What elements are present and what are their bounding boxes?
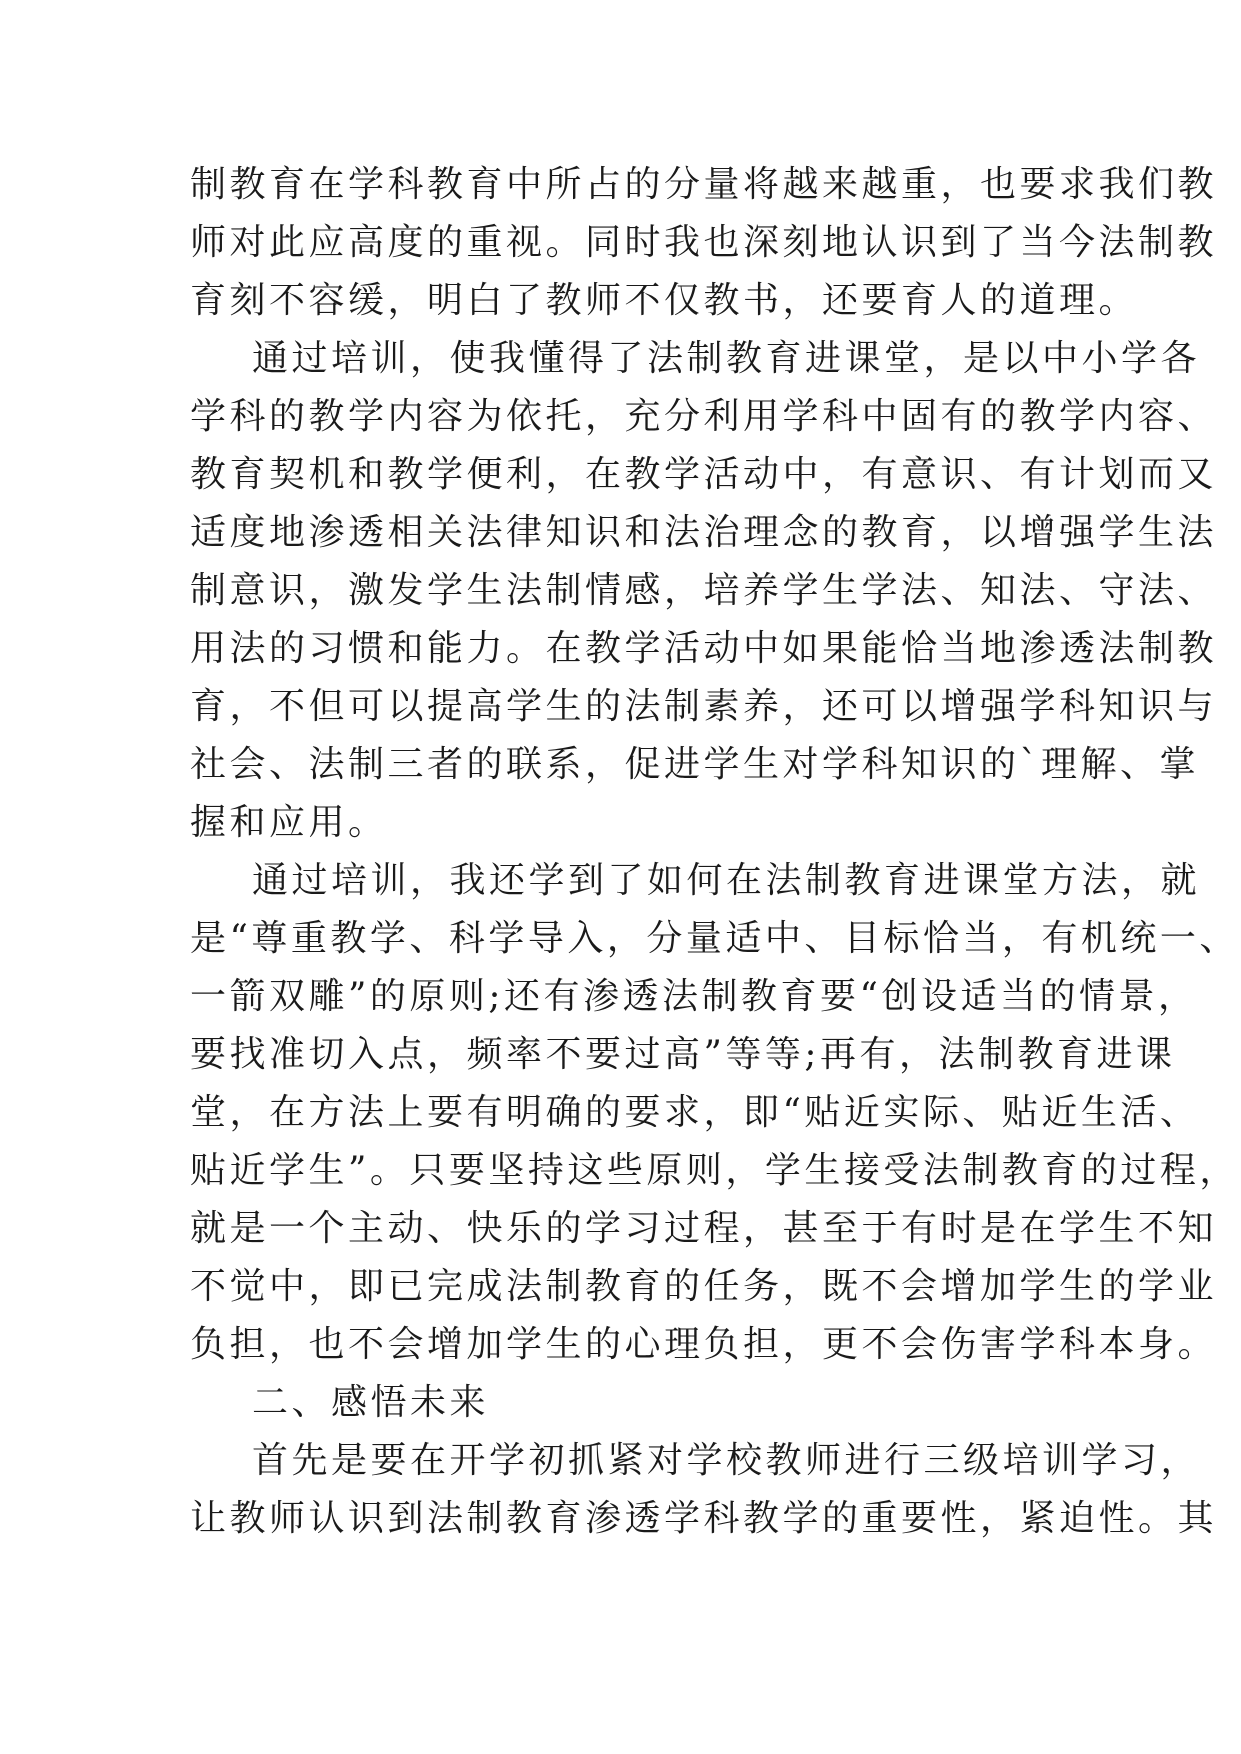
text-line: 负担，也不会增加学生的心理负担，更不会伤害学科本身。 [190,1324,1218,1365]
text-line: 贴近学生”。只要坚持这些原则，学生接受法制教育的过程， [190,1150,1239,1191]
text-line: 育刻不容缓，明白了教师不仅教书，还要育人的道理。 [190,280,1139,321]
text-line: 握和应用。 [190,802,388,843]
paragraph-start-line: 通过培训，我还学到了如何在法制教育进课堂方法，就 [252,860,1201,901]
text-line: 育，不但可以提高学生的法制素养，还可以增强学科知识与 [190,686,1218,727]
text-line: 学科的教学内容为依托，充分利用学科中固有的教学内容、 [190,396,1218,437]
text-line: 就是一个主动、快乐的学习过程，甚至于有时是在学生不知 [190,1208,1218,1249]
text-line: 适度地渗透相关法律知识和法治理念的教育，以增强学生法 [190,512,1218,553]
text-line: 社会、法制三者的联系，促进学生对学科知识的`理解、掌 [190,744,1200,785]
text-line: 是“尊重教学、科学导入，分量适中、目标恰当，有机统一、 [190,918,1239,959]
paragraph-start-line: 通过培训，使我懂得了法制教育进课堂，是以中小学各 [252,338,1201,379]
text-line: 一箭双雕”的原则;还有渗透法制教育要“创设适当的情景， [190,976,1198,1017]
text-line: 不觉中，即已完成法制教育的任务，既不会增加学生的学业 [190,1266,1218,1307]
text-line: 堂，在方法上要有明确的要求，即“贴近实际、贴近生活、 [190,1092,1200,1133]
paragraph-start-line: 首先是要在开学初抓紧对学校教师进行三级培训学习， [252,1440,1201,1481]
text-line: 制意识，激发学生法制情感，培养学生学法、知法、守法、 [190,570,1218,611]
text-line: 要找准切入点，频率不要过高”等等;再有，法制教育进课 [190,1034,1176,1075]
text-line: 让教师认识到法制教育渗透学科教学的重要性，紧迫性。其 [190,1498,1218,1539]
text-line: 制教育在学科教育中所占的分量将越来越重，也要求我们教 [190,164,1218,205]
text-line: 师对此应高度的重视。同时我也深刻地认识到了当今法制教 [190,222,1218,263]
text-line: 用法的习惯和能力。在教学活动中如果能恰当地渗透法制教 [190,628,1218,669]
text-line: 教育契机和教学便利，在教学活动中，有意识、有计划而又 [190,454,1218,495]
document-body [190,156,1239,1548]
section-heading: 二、感悟未来 [252,1382,490,1423]
